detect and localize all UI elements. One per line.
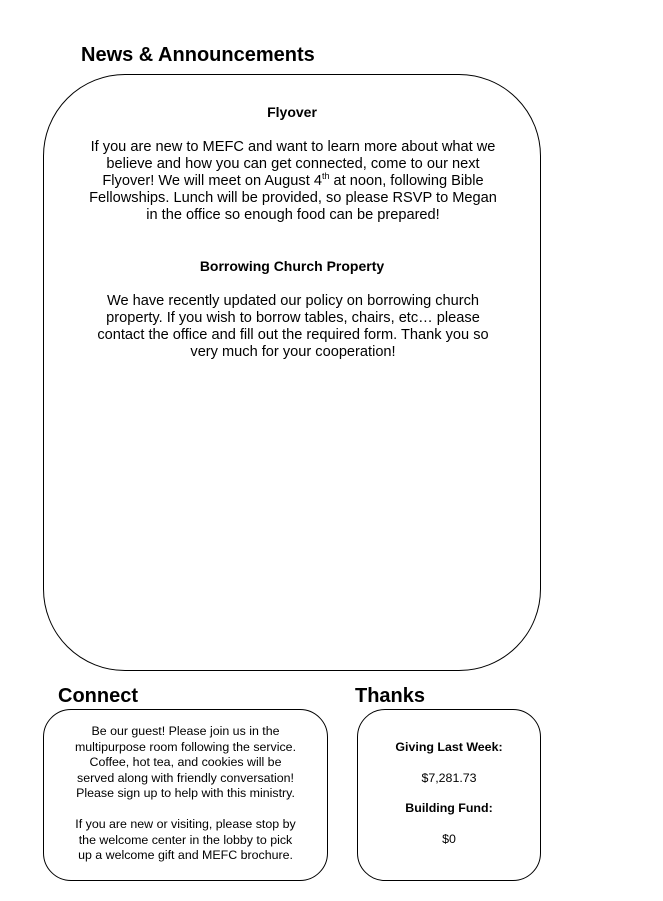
connect-line: Please sign up to help with this ministry.	[76, 786, 295, 800]
connect-line: Coffee, hot tea, and cookies will be	[89, 755, 282, 769]
flyover-line: Fellowships. Lunch will be provided, so please RSVP to Megan	[89, 190, 497, 206]
borrowing-property-body	[78, 293, 508, 361]
building-fund-label: Building Fund:	[405, 801, 493, 815]
giving-last-week-value: $7,281.73	[421, 771, 477, 785]
borrowing-property-title: Borrowing Church Property	[199, 258, 385, 274]
connect-heading: Connect	[58, 685, 138, 707]
giving-last-week-label: Giving Last Week:	[395, 740, 503, 754]
flyover-line: believe and how you can get connected, come to our next	[106, 156, 480, 172]
connect-line: If you are new or visiting, please stop by	[75, 817, 296, 831]
connect-line: served along with friendly conversation!	[77, 770, 294, 785]
connect-box	[43, 709, 328, 881]
flyover-title: Flyover	[267, 104, 317, 120]
borrowing-line: very much for your cooperation!	[190, 344, 396, 360]
borrowing-line: contact the office and fill out the required form. Thank you so	[97, 327, 489, 343]
flyover-line: in the office so enough food can be prepared!	[146, 207, 440, 223]
connect-line: multipurpose room following the service.	[74, 739, 297, 754]
flyover-line-date	[78, 173, 508, 190]
flyover-date-text: Flyover! We will meet on August 4	[102, 173, 322, 189]
flyover-body	[78, 139, 508, 224]
date-ordinal-suffix: th	[321, 171, 330, 181]
building-fund-value: $0	[442, 832, 456, 846]
flyover-date-rest: at noon, following Bible	[329, 173, 484, 189]
connect-paragraph-guest	[52, 724, 319, 802]
thanks-box	[357, 709, 541, 881]
connect-paragraph-visiting	[52, 817, 319, 864]
news-box	[43, 74, 541, 671]
connect-line: up a welcome gift and MEFC brochure.	[78, 848, 293, 862]
news-announcements-heading: News & Announcements	[81, 44, 315, 66]
connect-line: Be our guest! Please join us in the	[91, 724, 280, 738]
flyover-line: If you are new to MEFC and want to learn more about what we	[90, 139, 496, 155]
connect-line: the welcome center in the lobby to pick	[78, 832, 293, 847]
borrowing-line: We have recently updated our policy on borrowing church	[106, 293, 480, 309]
thanks-heading: Thanks	[355, 685, 426, 707]
borrowing-line: property. If you wish to borrow tables, chairs, etc… please	[106, 310, 480, 326]
